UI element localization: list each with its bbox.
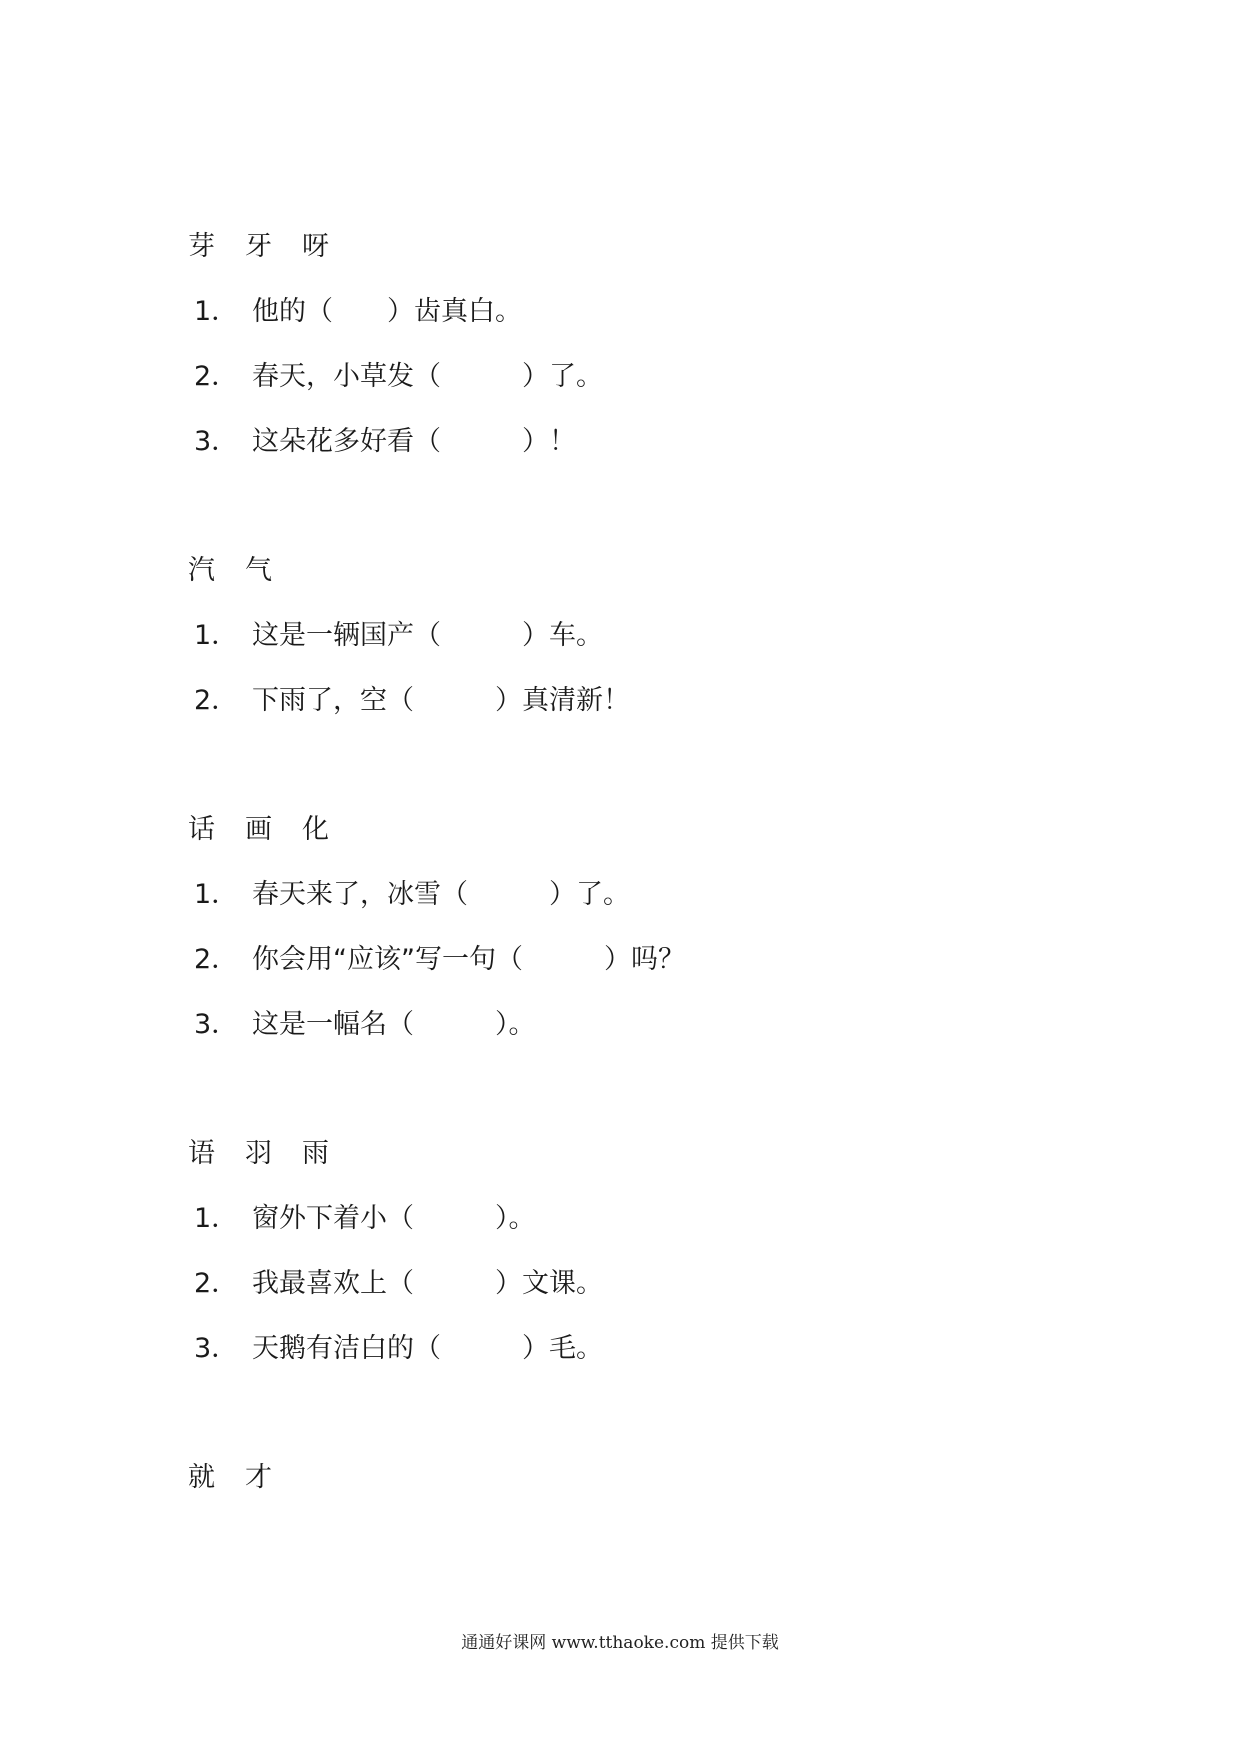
question-number: 2． xyxy=(194,685,239,716)
question-text: 他的（ ）齿真白。 xyxy=(252,296,522,327)
heading-char: 雨 xyxy=(302,1138,329,1169)
question-text: 你会用“应该”写一句（ ）吗？ xyxy=(252,944,685,975)
heading-char: 话 xyxy=(188,814,215,845)
group-heading xyxy=(188,1446,1088,1510)
group-heading xyxy=(188,539,1088,603)
word-group-ya xyxy=(188,215,1088,474)
question-item xyxy=(188,1316,1088,1381)
group-heading xyxy=(188,798,1088,862)
heading-char: 才 xyxy=(245,1462,272,1493)
word-group-jiu-cai xyxy=(188,1446,1088,1510)
question-number: 1． xyxy=(194,879,239,910)
heading-char: 牙 xyxy=(245,231,272,262)
group-heading xyxy=(188,215,1088,279)
question-text: 天鹅有洁白的（ ）毛。 xyxy=(252,1333,603,1364)
question-item xyxy=(188,927,1088,992)
question-item xyxy=(188,603,1088,668)
question-item xyxy=(188,668,1088,733)
question-item xyxy=(188,279,1088,344)
footer-credit: 通通好课网 www.tthaoke.com 提供下载 xyxy=(461,1633,779,1653)
heading-char: 芽 xyxy=(188,231,215,262)
question-item xyxy=(188,1251,1088,1316)
question-number: 3． xyxy=(194,1009,239,1040)
heading-char: 气 xyxy=(245,555,272,586)
question-text: 这朵花多好看（ ）！ xyxy=(252,426,576,457)
question-item xyxy=(188,1186,1088,1251)
question-number: 2． xyxy=(194,1268,239,1299)
group-heading xyxy=(188,1122,1088,1186)
question-number: 1． xyxy=(194,1203,239,1234)
question-text: 下雨了，空（ ）真清新！ xyxy=(252,685,630,716)
question-item xyxy=(188,344,1088,409)
heading-char: 化 xyxy=(302,814,329,845)
question-text: 这是一幅名（ ）。 xyxy=(252,1009,536,1040)
question-number: 2． xyxy=(194,361,239,392)
heading-char: 画 xyxy=(245,814,272,845)
question-item xyxy=(188,862,1088,927)
question-text: 春天来了，冰雪（ ）了。 xyxy=(252,879,630,910)
word-group-qi xyxy=(188,539,1088,733)
question-number: 2． xyxy=(194,944,239,975)
question-text: 窗外下着小（ ）。 xyxy=(252,1203,536,1234)
word-group-yu xyxy=(188,1122,1088,1381)
word-group-hua xyxy=(188,798,1088,1057)
question-text: 这是一辆国产（ ）车。 xyxy=(252,620,603,651)
question-number: 3． xyxy=(194,1333,239,1364)
heading-char: 羽 xyxy=(245,1138,272,1169)
question-number: 1． xyxy=(194,620,239,651)
heading-char: 汽 xyxy=(188,555,215,586)
question-number: 3． xyxy=(194,426,239,457)
question-text: 春天，小草发（ ）了。 xyxy=(252,361,603,392)
heading-char: 语 xyxy=(188,1138,215,1169)
question-number: 1． xyxy=(194,296,239,327)
question-item xyxy=(188,409,1088,474)
question-text: 我最喜欢上（ ）文课。 xyxy=(252,1268,603,1299)
heading-char: 呀 xyxy=(302,231,329,262)
heading-char: 就 xyxy=(188,1462,215,1493)
question-item xyxy=(188,992,1088,1057)
